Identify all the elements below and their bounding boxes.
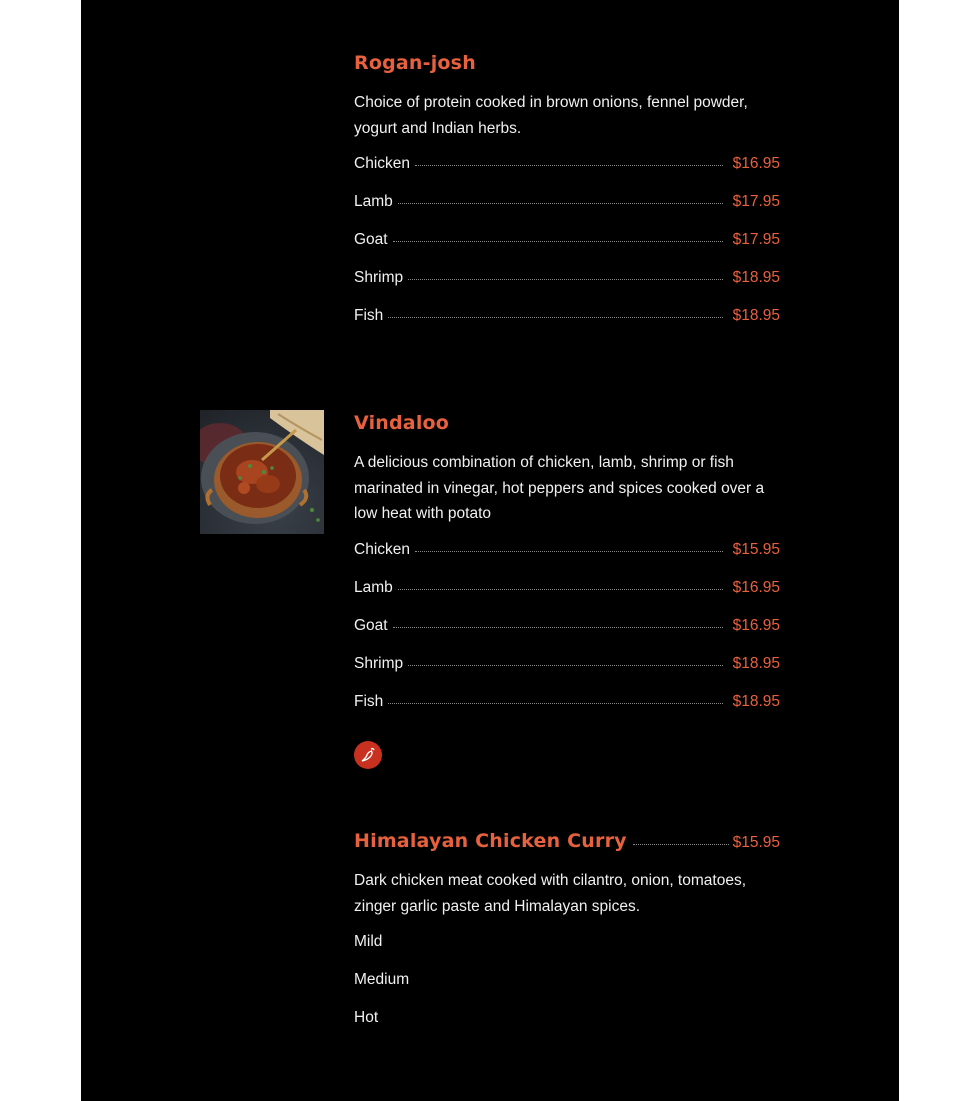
price-row [354,231,780,269]
menu-section-rogan-josh [354,52,780,345]
dot-leader [393,240,723,242]
price-row [354,155,780,193]
price-value: $18.95 [732,654,780,672]
spice-level-option: Mild [354,933,383,950]
chili-pepper-icon [354,741,382,769]
dot-leader [398,202,723,204]
price-row [354,193,780,231]
dot-leader [393,626,723,628]
price-value: $17.95 [732,231,780,248]
price-row [354,617,780,655]
dot-leader [415,164,723,166]
price-row [354,579,780,617]
dot-leader [388,702,722,704]
price-row-label: Goat [354,231,388,248]
dish-title: Vindaloo [354,412,450,434]
price-row [354,541,780,579]
dot-leader [388,316,722,318]
price-value: $17.95 [732,193,780,210]
dot-leader [408,278,722,280]
price-row-label: Fish [354,692,384,710]
price-row-label: Shrimp [354,269,404,286]
dot-leader [398,588,723,590]
menu-section-himalayan-chicken-curry [354,830,780,1047]
spice-level-option: Medium [354,971,410,988]
spice-level-option: Hot [354,1009,379,1026]
price-value: $18.95 [732,692,780,710]
price-row-label: Fish [354,307,384,324]
dish-description: Choice of protein cooked in brown onions, fennel powder, yogurt and Indian herbs. [354,94,748,137]
price-row-label: Shrimp [354,654,404,672]
price-row-label: Lamb [354,193,393,210]
price-value: $16.95 [732,578,780,596]
menu-section-vindaloo [354,412,780,769]
price-row-label: Goat [354,616,388,634]
dish-title-row [354,830,780,852]
vindaloo-dish-photo[interactable] [200,410,324,534]
price-row-label: Chicken [354,155,410,172]
price-row-label: Chicken [354,540,410,558]
price-value: $16.95 [732,155,780,172]
dish-title: Rogan-josh [354,52,476,74]
dish-title: Himalayan Chicken Curry [354,830,627,852]
curry-bowl-illustration [200,410,324,534]
price-value: $18.95 [732,269,780,286]
price-value: $18.95 [732,307,780,324]
price-value: $16.95 [732,616,780,634]
price-value: $15.95 [732,834,780,851]
dish-description: Dark chicken meat cooked with cilantro, onion, tomatoes, zinger garlic paste and Himalayan spices. [354,872,746,915]
price-row [354,269,780,307]
dot-leader [633,844,729,845]
dot-leader [408,664,722,666]
price-row [354,307,780,345]
dish-description: A delicious combination of chicken, lamb, shrimp or fish marinated in vinegar, hot peppers and spices cooked over a low heat with potato [354,454,765,522]
price-value: $15.95 [732,540,780,558]
price-row [354,655,780,693]
price-row [354,693,780,731]
dot-leader [415,550,723,552]
price-row-label: Lamb [354,578,393,596]
